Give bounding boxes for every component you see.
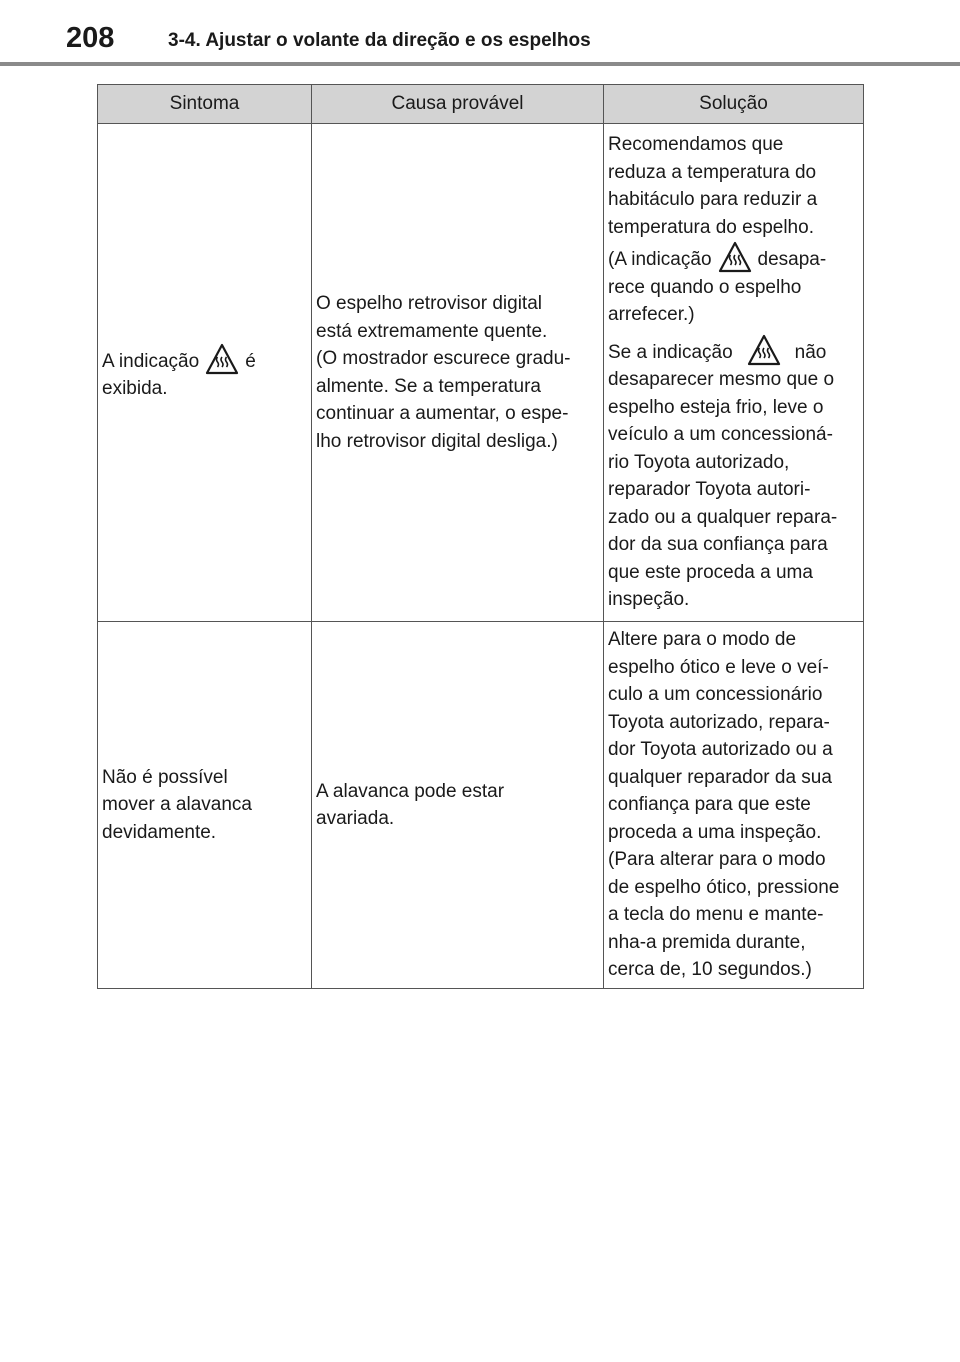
symptom-line: mover a alavanca: [102, 794, 252, 816]
cause-line: (O mostrador escurece gradu-: [316, 348, 571, 369]
solution-line: (Para alterar para o modo: [608, 849, 826, 871]
solution-paragraph: [608, 131, 859, 329]
column-header-symptom: Sintoma: [98, 85, 312, 124]
cause-line: lho retrovisor digital desliga.): [316, 430, 558, 452]
solution-line: a tecla do menu e mante-: [608, 904, 824, 926]
solution-cell: [604, 124, 864, 622]
solution-line: cerca de, 10 segundos.): [608, 959, 812, 981]
page-header: [0, 0, 960, 66]
symptom-line: exibida.: [102, 378, 168, 399]
solution-line: arrefecer.): [608, 304, 695, 326]
solution-line: rio Toyota autorizado,: [608, 451, 790, 473]
cause-line: O espelho retrovisor digital: [316, 293, 542, 314]
solution-line: proceda a uma inspeção.: [608, 821, 822, 843]
solution-line: [608, 241, 859, 274]
mirror-heat-warning-icon: [747, 334, 781, 366]
symptom-text-after-icon: é: [245, 350, 256, 372]
solution-line: reduza a temperatura do: [608, 161, 817, 183]
solution-line: dor Toyota autorizado ou a: [608, 739, 833, 761]
solution-line: veículo a um concessioná-: [608, 424, 833, 446]
solution-line: de espelho ótico, pressione: [608, 876, 840, 898]
solution-line: dor da sua confiança para: [608, 534, 828, 556]
solution-text-before-icon: (A indicação: [608, 249, 712, 271]
solution-line: Recomendamos que: [608, 134, 784, 156]
solution-line: [608, 334, 859, 367]
table-row: [98, 622, 864, 989]
solution-line: Toyota autorizado, repara-: [608, 711, 830, 733]
solution-line: culo a um concessionário: [608, 684, 823, 706]
troubleshooting-table: [97, 84, 864, 989]
solution-line: nha-a premida durante,: [608, 931, 806, 953]
symptom-line: Não é possível: [102, 766, 228, 788]
solution-line: confiança para que este: [608, 794, 811, 816]
solution-line: desaparecer mesmo que o: [608, 369, 835, 391]
cause-line: está extremamente quente.: [316, 320, 548, 342]
column-header-cause: Causa provável: [312, 85, 604, 124]
mirror-heat-warning-icon: [205, 343, 239, 375]
cause-line: avariada.: [316, 808, 395, 829]
column-header-solution: Solução: [604, 85, 864, 124]
symptom-cell: [98, 622, 312, 989]
solution-line: habitáculo para reduzir a: [608, 189, 818, 211]
cause-cell: [312, 124, 604, 622]
solution-text-after-icon: desapa-: [757, 249, 827, 271]
solution-line: inspeção.: [608, 589, 690, 611]
solution-line: qualquer reparador da sua: [608, 766, 832, 788]
table-header-row: [98, 85, 864, 124]
mirror-heat-warning-icon: [718, 241, 752, 273]
symptom-text-before-icon: A indicação: [102, 350, 200, 372]
cause-cell: [312, 622, 604, 989]
table-row: [98, 124, 864, 622]
cause-line: almente. Se a temperatura: [316, 375, 541, 397]
solution-line: temperatura do espelho.: [608, 216, 814, 238]
solution-line: espelho ótico e leve o veí-: [608, 656, 829, 678]
page-number: 208: [66, 22, 115, 54]
cause-line: continuar a aumentar, o espe-: [316, 403, 569, 424]
solution-text-before-icon: Se a indicação: [608, 341, 733, 363]
cause-line: A alavanca pode estar: [316, 780, 505, 802]
solution-line: espelho esteja frio, leve o: [608, 396, 824, 418]
section-title: 3-4. Ajustar o volante da direção e os espelhos: [168, 30, 591, 51]
solution-line: zado ou a qualquer repara-: [608, 506, 838, 528]
solution-line: rece quando o espelho: [608, 276, 802, 298]
symptom-cell: [98, 124, 312, 622]
solution-text-after-icon: não: [794, 341, 827, 363]
symptom-line: devidamente.: [102, 821, 217, 843]
solution-cell: [604, 622, 864, 989]
symptom-line: [102, 343, 307, 376]
solution-line: Altere para o modo de: [608, 629, 797, 651]
solution-line: que este proceda a uma: [608, 561, 813, 583]
header-divider: [0, 62, 960, 66]
solution-paragraph: [608, 334, 859, 614]
solution-line: reparador Toyota autori-: [608, 479, 811, 501]
